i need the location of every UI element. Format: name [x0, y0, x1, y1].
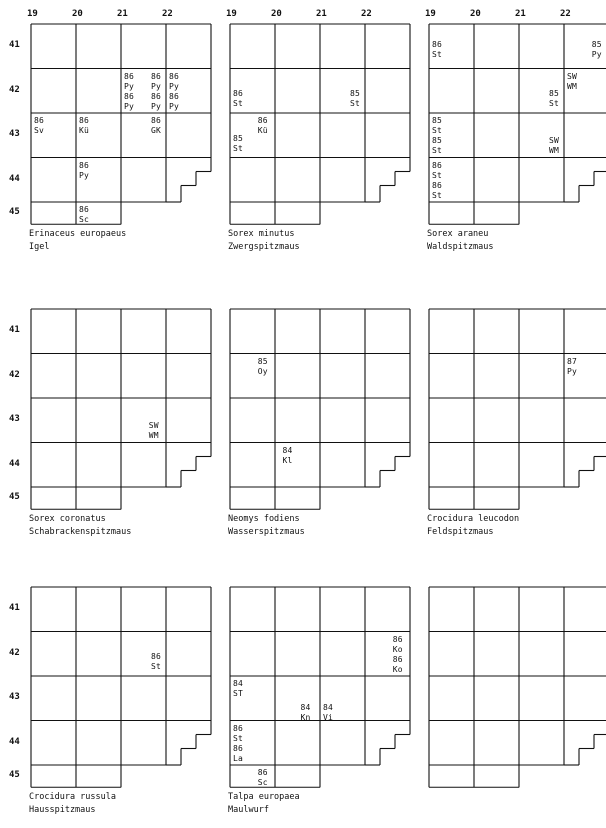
species-caption: [29, 513, 131, 539]
row-label: 45: [9, 770, 20, 781]
species-caption: [29, 791, 116, 817]
record-entry: 86 Sv: [34, 116, 45, 135]
record-entry: 86 Sc: [257, 768, 268, 787]
column-label: 22: [560, 9, 571, 19]
row-label: 44: [9, 736, 20, 747]
species-caption: [228, 791, 300, 817]
common-name: Wasserspitzmaus: [228, 527, 305, 538]
common-name: Schabrackenspitzmaus: [29, 527, 132, 538]
record-entry: 85 St: [549, 89, 560, 109]
row-label: 43: [9, 692, 20, 703]
map-panel: [8, 9, 198, 265]
grid-map: [406, 578, 606, 828]
record-entry: 85 St: [233, 133, 244, 153]
column-label: 21: [117, 9, 128, 19]
record-entry: 86 Kü: [79, 116, 90, 135]
row-label: 45: [9, 492, 20, 503]
record-entry: SW WM: [148, 421, 159, 441]
species-caption: [228, 513, 305, 539]
map-panel: [8, 300, 198, 550]
row-label: 43: [9, 414, 20, 425]
row-label: 44: [9, 458, 20, 469]
map-panel: [207, 9, 397, 265]
record-entry: 84 Kn: [300, 703, 311, 723]
row-label: 42: [9, 647, 20, 658]
common-name: Hausspitzmaus: [29, 805, 96, 816]
column-label: 20: [72, 9, 83, 19]
record-entry: 85 St: [350, 89, 361, 109]
scientific-name: Sorex minutus: [228, 229, 295, 240]
record-entry: 86 Sc: [79, 205, 90, 224]
common-name: Waldspitzmaus: [427, 242, 494, 253]
row-label: 42: [9, 84, 20, 95]
scientific-name: Crocidura leucodon: [427, 514, 520, 525]
column-label: 21: [515, 9, 526, 19]
record-entry: 86 St 86 La: [233, 723, 244, 763]
row-label: 44: [9, 173, 20, 184]
record-entry: 84 Vi: [323, 703, 334, 723]
column-label: 20: [271, 9, 282, 19]
map-panel: [406, 578, 596, 828]
scientific-name: Crocidura russula: [29, 792, 116, 803]
species-caption: [29, 228, 126, 254]
column-label: 21: [316, 9, 327, 19]
record-entry: 86 St: [233, 89, 244, 109]
column-label: 19: [27, 9, 38, 19]
column-label: 22: [162, 9, 173, 19]
scientific-name: Sorex araneu: [427, 229, 489, 240]
record-entry: 86 Py 86 Py: [151, 71, 162, 111]
row-label: 41: [9, 325, 20, 336]
map-panel: [207, 578, 403, 828]
record-entry: 84 Kl: [282, 445, 293, 465]
common-name: Zwergspitzmaus: [228, 242, 300, 253]
record-entry: SW WM: [567, 71, 578, 91]
record-entry: SW WM: [549, 136, 560, 156]
record-entry: 86 St: [151, 652, 162, 672]
map-panel: [8, 578, 198, 828]
record-entry: 86 St: [432, 40, 443, 60]
column-label: 22: [361, 9, 372, 19]
common-name: Feldspitzmaus: [427, 527, 494, 538]
row-label: 43: [9, 129, 20, 140]
common-name: Igel: [29, 242, 50, 253]
record-entry: 86 Py: [79, 160, 90, 180]
row-label: 45: [9, 207, 20, 218]
species-caption: [228, 228, 300, 254]
record-entry: 85 Oy: [257, 356, 268, 376]
scientific-name: Talpa europaea: [228, 792, 300, 803]
record-entry: 86 Py 86 Py: [169, 71, 180, 111]
record-entry: 86 St 86 St: [432, 160, 443, 200]
common-name: Maulwurf: [228, 805, 269, 816]
column-label: 19: [425, 9, 436, 19]
species-caption: [427, 513, 519, 539]
map-panel: [207, 300, 397, 550]
row-label: 42: [9, 369, 20, 380]
map-panel: [406, 300, 596, 550]
column-label: 20: [470, 9, 481, 19]
map-panel: [406, 9, 602, 265]
record-entry: 84 ST: [233, 679, 244, 698]
record-entry: 86 Kü: [257, 116, 268, 135]
scientific-name: Neomys fodiens: [228, 514, 300, 525]
record-entry: 86 GK: [151, 116, 162, 135]
record-entry: 86 Ko 86 Ko: [392, 634, 403, 674]
species-caption: [427, 228, 494, 254]
record-entry: 86 Py 86 Py: [124, 71, 135, 111]
record-entry: 85 Py: [591, 40, 602, 60]
scientific-name: Sorex coronatus: [29, 514, 106, 525]
record-entry: 87 Py: [567, 356, 578, 376]
record-entry: 85 St 85 St: [432, 116, 443, 155]
row-label: 41: [9, 40, 20, 51]
row-label: 41: [9, 603, 20, 614]
scientific-name: Erinaceus europaeus: [29, 229, 127, 240]
column-label: 19: [226, 9, 237, 19]
